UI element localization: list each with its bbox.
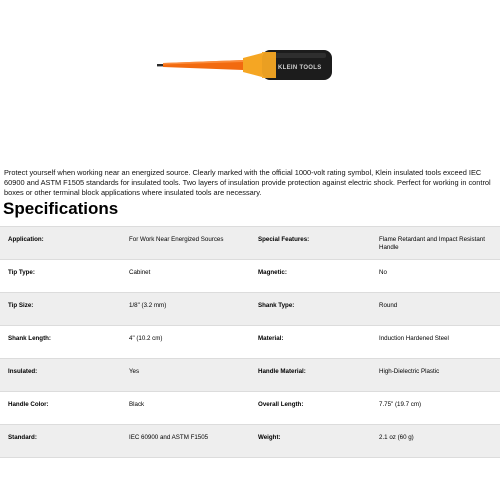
spec-value: High-Dielectric Plastic	[379, 368, 440, 375]
spec-value: 7.75" (19.7 cm)	[379, 401, 422, 408]
spec-value: Induction Hardened Steel	[379, 335, 449, 342]
spec-value: Flame Retardant and Impact Resistant Handle	[379, 236, 485, 251]
spec-label: Magnetic:	[258, 269, 287, 276]
screwdriver-illustration	[0, 0, 500, 160]
spec-value: Yes	[129, 368, 140, 375]
spec-value: Cabinet	[129, 269, 151, 276]
spec-value: For Work Near Energized Sources	[129, 236, 224, 243]
spec-value: 2.1 oz (60 g)	[379, 434, 414, 441]
spec-row	[0, 259, 500, 292]
spec-label: Application:	[8, 236, 44, 243]
spec-label: Shank Type:	[258, 302, 295, 309]
steel-tip	[157, 64, 163, 66]
spec-value: 1/8" (3.2 mm)	[129, 302, 167, 309]
spec-label: Tip Size:	[8, 302, 34, 309]
handle-amber-band	[262, 52, 276, 78]
spec-value: Round	[379, 302, 398, 309]
spec-row	[0, 391, 500, 424]
brand-mark: KLEIN TOOLS	[278, 65, 322, 71]
spec-label: Tip Type:	[8, 269, 35, 276]
spec-label: Overall Length:	[258, 401, 304, 408]
spec-row	[0, 358, 500, 391]
spec-row	[0, 424, 500, 458]
spec-row	[0, 226, 500, 259]
product-description: Protect yourself when working near an energized source. Clearly marked with the official 1000-volt rating symbol, Klein insulated tools exceed IEC 60900 and ASTM F1505 standards for insulated tools. Two layers of insulation provide protection against electric shock. Perfect for working in control boxes or other terminal block applications where insulated tools are necessary.	[4, 168, 491, 197]
spec-value: Black	[129, 401, 145, 408]
spec-value: 4" (10.2 cm)	[129, 335, 163, 342]
specifications-heading: Specifications	[3, 199, 119, 218]
spec-label: Standard:	[8, 434, 37, 441]
spec-row	[0, 292, 500, 325]
spec-label: Special Features:	[258, 236, 310, 243]
specifications-table	[0, 226, 500, 458]
spec-label: Handle Material:	[258, 368, 306, 375]
spec-label: Insulated:	[8, 368, 38, 375]
product-image	[0, 0, 500, 160]
spec-label: Shank Length:	[8, 335, 51, 342]
spec-value: IEC 60900 and ASTM F1505	[129, 434, 209, 441]
spec-label: Weight:	[258, 434, 281, 441]
spec-value: No	[379, 269, 387, 276]
spec-label: Handle Color:	[8, 401, 49, 408]
spec-row	[0, 325, 500, 358]
handle-collar	[243, 53, 262, 77]
spec-label: Material:	[258, 335, 284, 342]
